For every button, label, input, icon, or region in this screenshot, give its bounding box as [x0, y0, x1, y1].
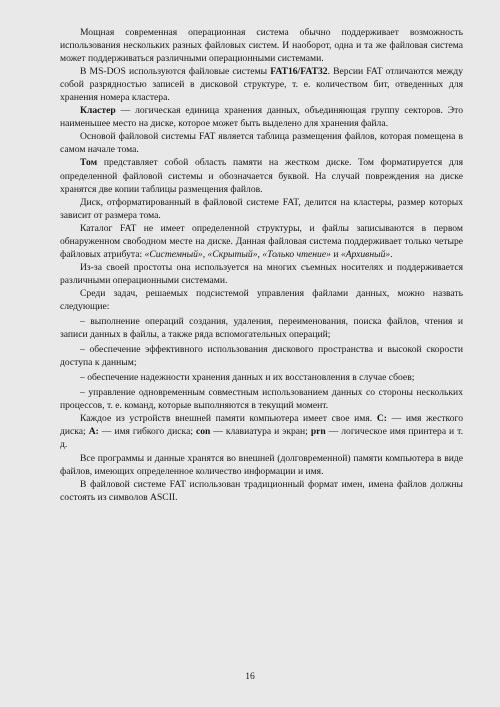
paragraph: Из-за своей простоты она используется на многих съемных носителях и поддерживается различными операционными системами. [60, 261, 463, 286]
term-fat16-fat32: FAT16/FAT32 [270, 66, 328, 78]
attribute-archive: «Архивный» [340, 248, 391, 260]
paragraph: Все программы и данные хранятся во внешней (долговременной) памяти компьютера в виде файлов, имеющих определенное количество информации и имя. [60, 452, 463, 477]
paragraph: Диск, отформатированный в файловой системе FAT, делится на кластеры, размер которых зависит от размера тома. [60, 196, 463, 221]
list-item: – выполнение операций создания, удаления, переименования, поиска файлов, чтения и записи данных в файлы, а также ряда вспомогательных операций; [60, 316, 463, 341]
paragraph: Основой файловой системы FAT является таблица размещения файлов, которая помещена в самом начале тома. [60, 131, 463, 156]
attribute-system: «Системный» [144, 248, 203, 260]
body-text [60, 26, 463, 504]
device-c: C: [376, 413, 387, 425]
page-number: 16 [245, 671, 255, 682]
attribute-hidden: «Скрытый» [207, 248, 258, 260]
paragraph: Кластер — логическая единица хранения данных, объединяющая группу секторов. Это наименьшее место на диске, которое может быть выделено для хранения файла. [60, 105, 463, 130]
term-cluster: Кластер [80, 105, 116, 117]
list-item: – обеспечение надежности хранения данных и их восстановления в случае сбоев; [80, 372, 415, 384]
list-item: – управление одновременным совместным использованием данных со стороны нескольких процессов, т. е. команд, которые выполняются в текущий момент. [60, 387, 463, 412]
term-volume: Том [80, 157, 98, 169]
paragraph: В MS-DOS используются файловые системы FAT16/FAT32. Версии FAT отличаются между собой разрядностью записей в дисковой структуре, т. е. количеством бит, отведенных для хранения номера кластера. [60, 66, 463, 104]
paragraph: Каждое из устройств внешней памяти компьютера имеет свое имя. C: — имя жесткого диска; A: — имя гибкого диска; con — клавиатура и экран; prn — логическое имя принтера и т. д. [60, 413, 464, 451]
list-item: – обеспечение эффективного использования дискового пространства и высокой скорости доступа к данным; [60, 344, 463, 369]
device-a: A: [88, 426, 99, 438]
paragraph: Среди задач, решаемых подсистемой управления файлами данных, можно назвать следующие: [60, 287, 463, 312]
paragraph: Мощная современная операционная система обычно поддерживает возможность использования нескольких разных файловых систем. И наоборот, одна и та же файловая система может поддерживаться различными операционными системами. [60, 27, 463, 65]
device-prn: prn [310, 426, 326, 438]
paragraph: Каталог FAT не имеет определенной структуры, и файлы записываются в первом обнаруженном свободном месте на диске. Данная файловая система поддерживает только четыре файловых атрибута: «Системный», «Скрытый», «Только чтение» и «Архивный». [60, 222, 463, 260]
paragraph: Том представляет собой область памяти на жестком диске. Том форматируется для определенной файловой системы и обозначается буквой. На случай повреждения на диске хранятся две копии таблицы размещения файлов. [60, 157, 463, 195]
paragraph: В файловой системе FAT использован традиционный формат имен, имена файлов должны состоять из символов ASCII. [60, 478, 463, 503]
attribute-read-only: «Только чтение» [262, 248, 331, 260]
device-con: con [195, 426, 211, 438]
